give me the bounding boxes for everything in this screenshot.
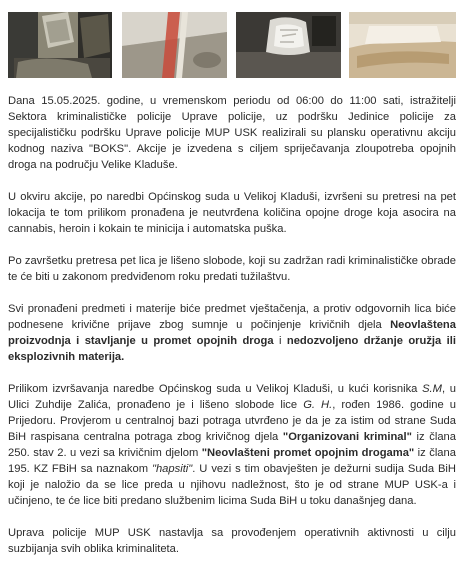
gallery-thumbnail-1[interactable] bbox=[8, 12, 112, 78]
paragraph-text: , rođen 1986. godine u Prijedoru. Provjerom u centralnoj bazi potraga utvrđeno je da je za istim od strane Suda BiH raspisana centralna potraga zbog krivičnog djela bbox=[8, 399, 457, 443]
article-paragraph-3: Po završetku pretresa pet lica je lišeno slobode, koji su zadržan radi kriminalističke obrade te će biti u zakonom predviđenom roku predati tužilaštvu. bbox=[8, 255, 456, 283]
police-photo-2-icon bbox=[122, 12, 227, 78]
owner-initials: S.M bbox=[422, 383, 442, 395]
gallery-thumbnail-4[interactable] bbox=[349, 12, 456, 78]
criminal-offence-drug-trafficking: "Neovlašteni promet opojnim drogama" bbox=[201, 447, 415, 459]
police-photo-4-icon bbox=[349, 12, 456, 78]
criminal-offence-drugs: Neovlaštena proizvodnja i stavljanje u promet opojnih droga bbox=[8, 319, 456, 347]
article-paragraph-1: Dana 15.05.2025. godine, u vremenskom periodu od 06:00 do 11:00 sati, istražitelji Sektora kriminalističke policije Uprave policije, uz podršku Jedinice policije za specijalističku podršku Uprave policije MUP USK realizirali su plansku operativnu akciju kodnog naziva "BOKS". Akcije je izvedena s ciljem spriječavanja zloupotreba opojnih droga na području Velike Kladuše. bbox=[8, 95, 456, 171]
criminal-offence-weapons: nedozvoljeno držanje oružja ili eksplozivnih materija. bbox=[8, 335, 456, 363]
news-article bbox=[8, 93, 456, 573]
criminal-offence-organized-crime: "Organizovani kriminal" bbox=[282, 431, 412, 443]
warrant-note: "hapsiti" bbox=[151, 463, 193, 475]
article-paragraph-4 bbox=[8, 301, 456, 365]
paragraph-text: iz člana 195. KZ FBiH sa naznakom bbox=[8, 447, 456, 475]
paragraph-text: , u Ulici Zuhdije Zalića, pronađeno je i lišeno slobode lice bbox=[8, 383, 456, 411]
police-photo-3-icon bbox=[236, 12, 341, 78]
paragraph-text: Prilikom izvršavanja naredbe Općinskog suda u Velikoj Kladuši, u kući korisnika bbox=[8, 383, 423, 395]
article-paragraph-5 bbox=[8, 381, 456, 509]
suspect-initials: G. H. bbox=[303, 399, 333, 411]
paragraph-text: i bbox=[273, 335, 287, 347]
paragraph-text: . U vezi s tim obavješten je dežurni sudija Suda BiH koji je naložio da se lice preda u njihovu nadležnost, što je od strane MUP USK-a i učinjeno, te će lice biti predano službenim licima Suda BiH u toku današnjeg dana. bbox=[8, 463, 456, 507]
photo-gallery bbox=[8, 12, 456, 78]
gallery-thumbnail-3[interactable] bbox=[236, 12, 341, 78]
police-photo-1-icon bbox=[8, 12, 112, 78]
paragraph-text: Svi pronađeni predmeti i materije biće predmet vještačenja, a protiv odgovornih lica biće podnesene krivične prijave zbog sumnje u počinjenje krivičnih djela bbox=[8, 303, 456, 331]
paragraph-text: iz člana 250. stav 2. u vezi sa krivičnim djelom bbox=[8, 431, 456, 459]
article-paragraph-6: Uprava policije MUP USK nastavlja sa provođenjem operativnih aktivnosti u cilju suzbijanja svih oblika kriminaliteta. bbox=[8, 527, 456, 555]
gallery-thumbnail-2[interactable] bbox=[122, 12, 227, 78]
article-paragraph-2: U okviru akcije, po naredbi Općinskog suda u Velikoj Kladuši, izvršeni su pretresi na pet lokacija te tom prilikom pronađena je neutvrđena količina opojne droge koja asocira na cannabis, heroin i kokain te minicija i automatska puška. bbox=[8, 191, 456, 235]
